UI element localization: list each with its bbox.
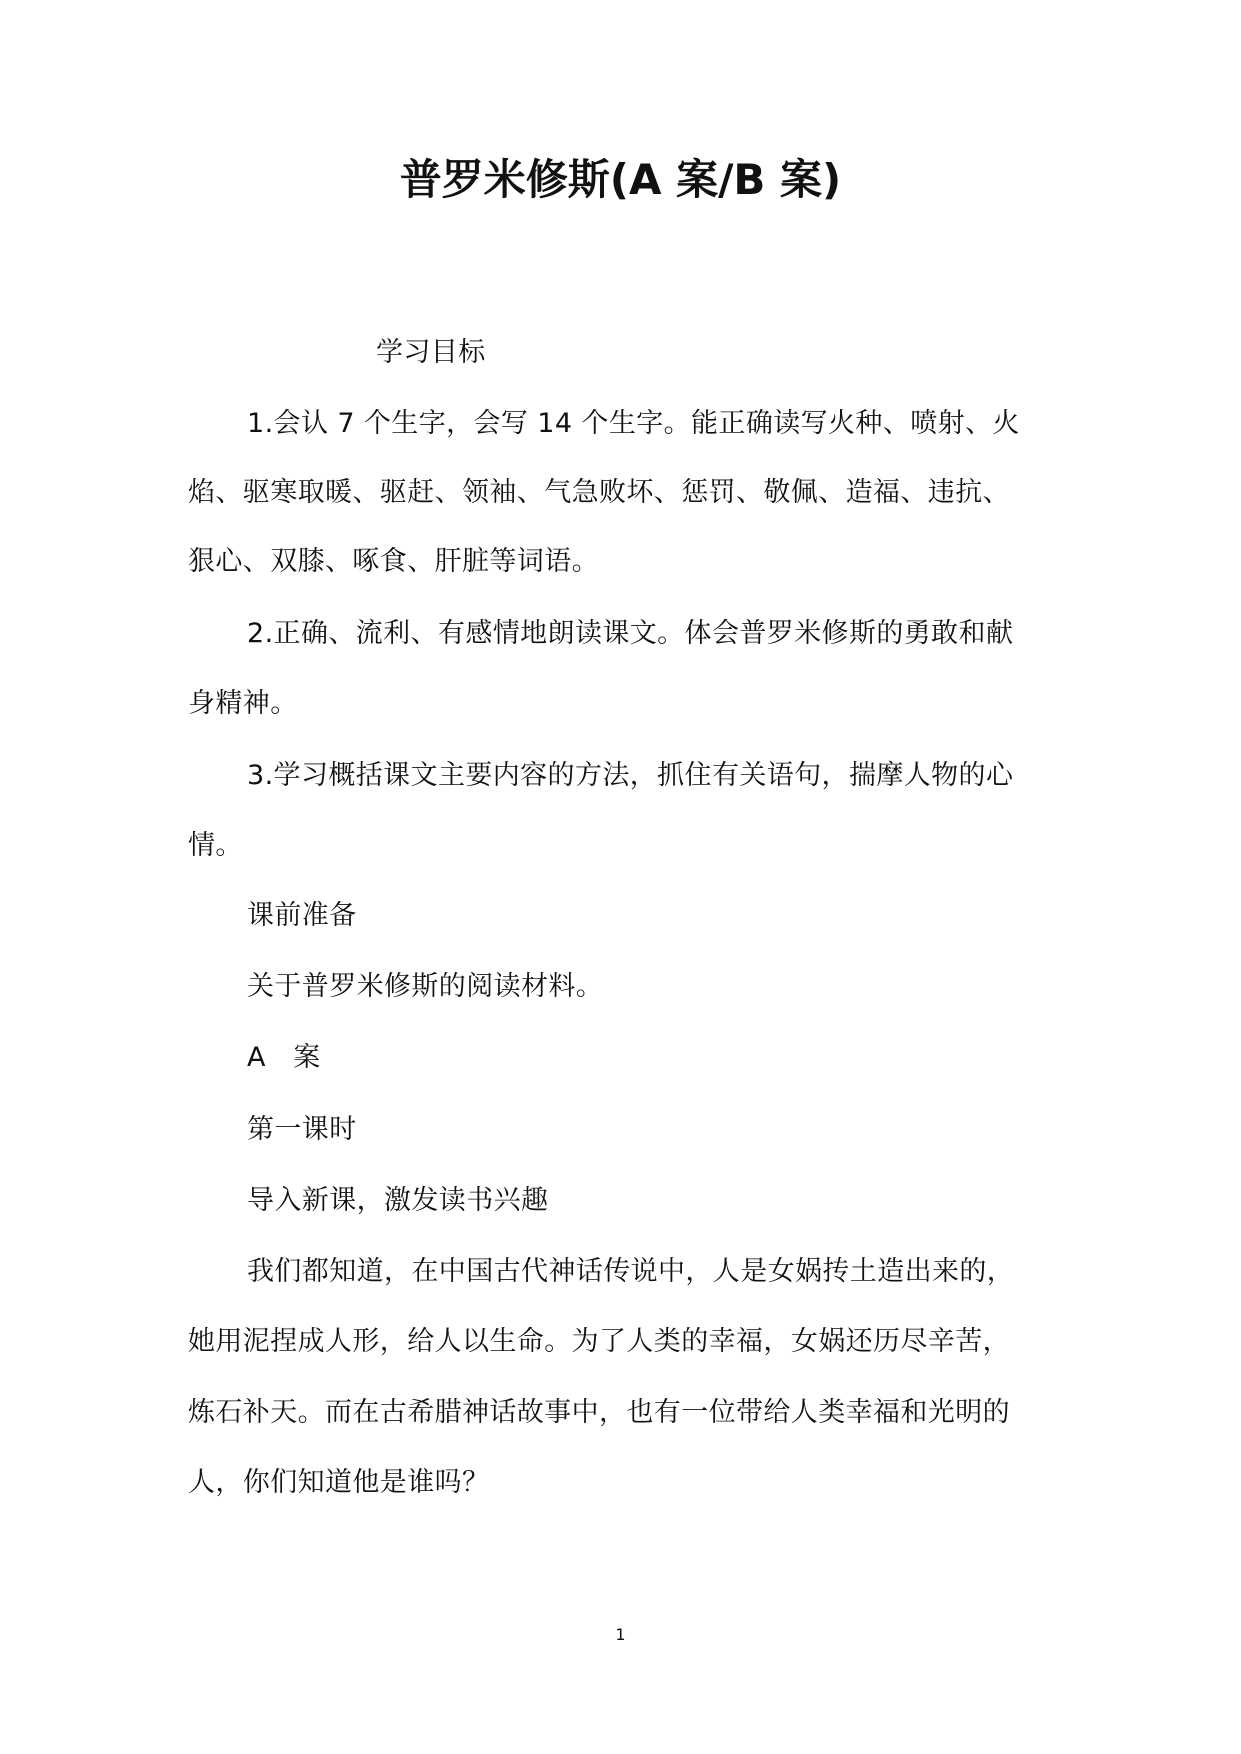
body-paragraph-line-4: 人，你们知道他是谁吗？ bbox=[188, 1467, 490, 1498]
goal-1-line-1: 1.会认 7 个生字，会写 14 个生字。能正确读写火种、喷射、火 bbox=[247, 408, 1020, 439]
goal-2-line-1: 2.正确、流利、有感情地朗读课文。体会普罗米修斯的勇敢和献 bbox=[247, 618, 1014, 649]
goal-1-line-2: 焰、驱寒取暖、驱赶、领袖、气急败坏、惩罚、敬佩、造福、违抗、 bbox=[188, 477, 1010, 508]
body-paragraph-line-2: 她用泥捏成人形，给人以生命。为了人类的幸福，女娲还历尽辛苦， bbox=[188, 1326, 1010, 1357]
section-heading-plan-a: A 案 bbox=[247, 1042, 321, 1073]
section-heading-preparation: 课前准备 bbox=[247, 900, 357, 931]
goal-3-line-1: 3.学习概括课文主要内容的方法，抓住有关语句，揣摩人物的心 bbox=[247, 760, 1014, 791]
goal-2-line-2: 身精神。 bbox=[188, 688, 298, 719]
step-heading-introduction: 导入新课，激发读书兴趣 bbox=[247, 1185, 549, 1216]
preparation-text: 关于普罗米修斯的阅读材料。 bbox=[247, 971, 604, 1002]
goal-1-line-3: 狠心、双膝、啄食、肝脏等词语。 bbox=[188, 546, 599, 577]
lesson-heading-first-period: 第一课时 bbox=[247, 1114, 357, 1145]
body-paragraph-line-3: 炼石补天。而在古希腊神话故事中，也有一位带给人类幸福和光明的 bbox=[188, 1397, 1010, 1428]
page-number: 1 bbox=[615, 1625, 626, 1644]
section-heading-learning-goals: 学习目标 bbox=[376, 337, 486, 368]
document-title: 普罗米修斯(A 案/B 案) bbox=[399, 155, 842, 204]
goal-3-line-2: 情。 bbox=[188, 830, 243, 861]
body-paragraph-line-1: 我们都知道，在中国古代神话传说中，人是女娲抟土造出来的， bbox=[247, 1256, 1015, 1287]
